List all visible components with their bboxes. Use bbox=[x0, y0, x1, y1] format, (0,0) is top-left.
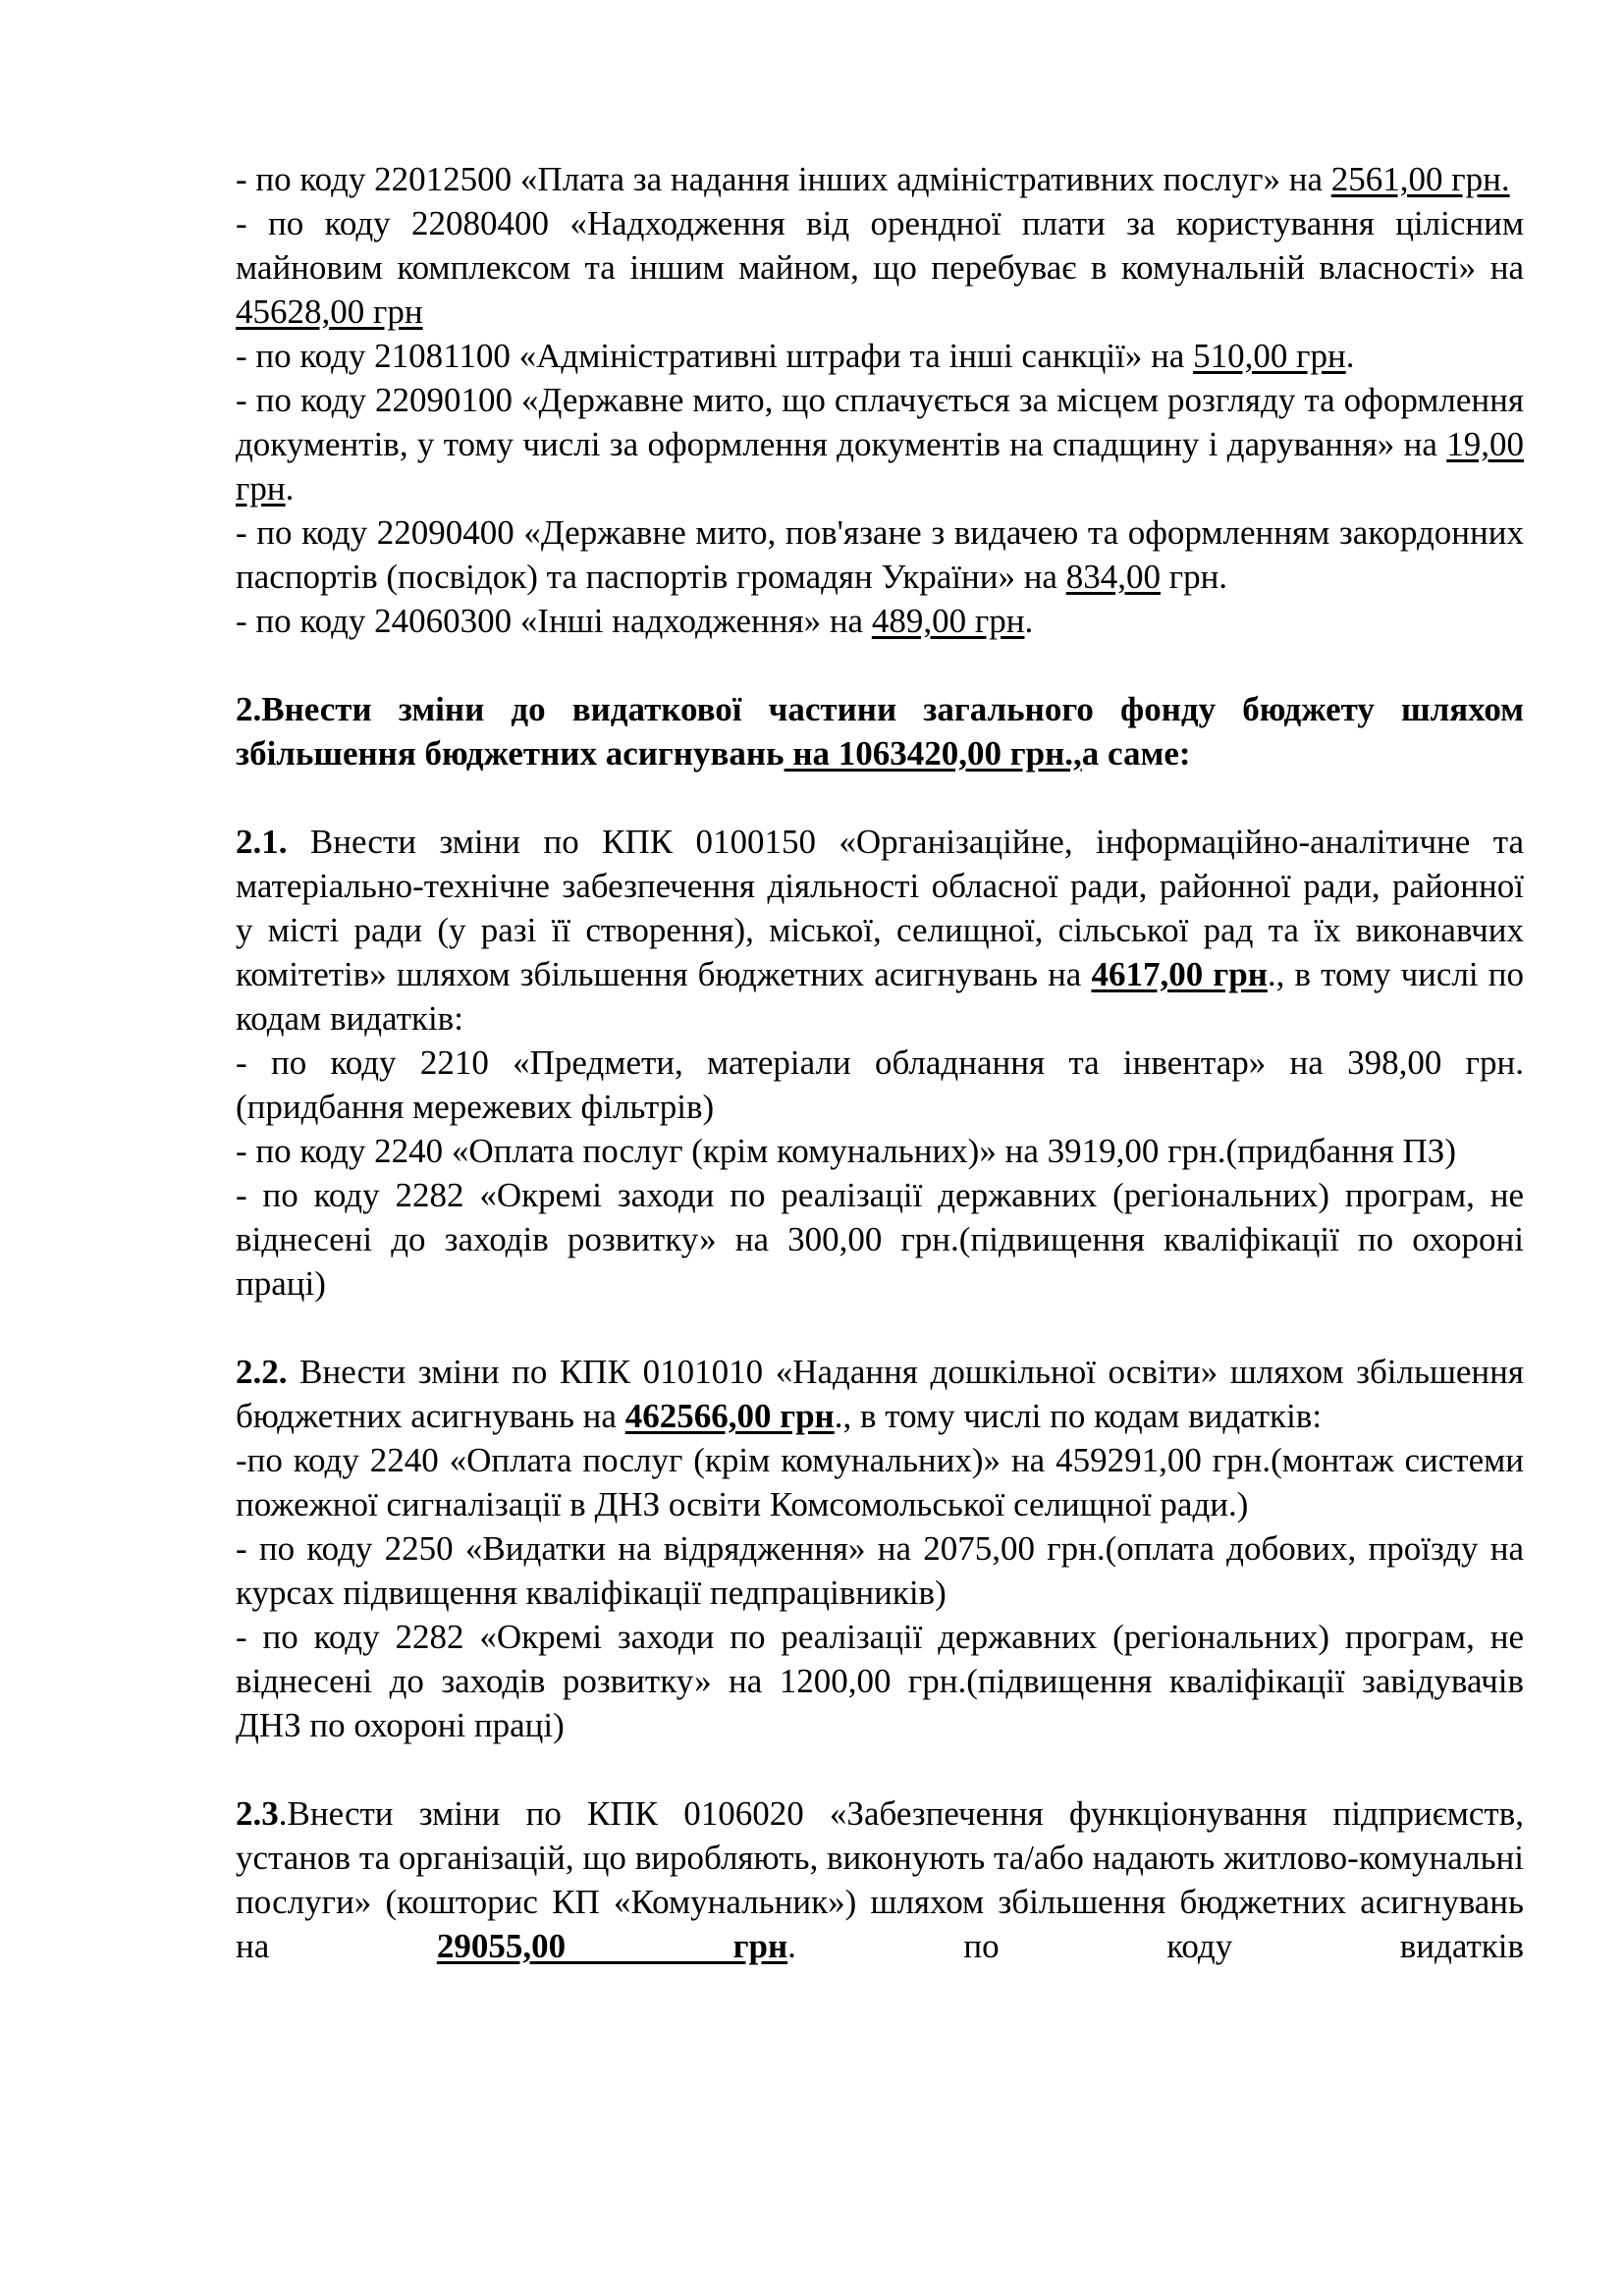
amount: 19,00 грн bbox=[236, 425, 1524, 507]
spacer bbox=[236, 643, 1524, 687]
amount: 510,00 грн bbox=[1193, 337, 1346, 375]
expense-item: -по коду 2240 «Оплата послуг (крім комунальних)» на 459291,00 грн.(монтаж системи пожежної сигналізації в ДНЗ освіти Комсомольської селищної ради.) bbox=[236, 1441, 1524, 1523]
section-amount: 29055,00 грн bbox=[436, 1927, 788, 1965]
section-number: 2.1. bbox=[236, 823, 288, 861]
section-number: 2.2. bbox=[236, 1353, 288, 1391]
section-2-1: 2.1. Внести зміни по КПК 0100150 «Організаційне, інформаційно-аналітичне та матеріально-технічне забезпечення діяльності обласної ради, районної ради, районної у місті ради (у разі її створення), міської, селищної, сільської рад та їх виконавчих комітетів» шляхом збільшення бюджетних асигнувань на 4617,00 грн., в тому числі по кодам видатків: bbox=[236, 823, 1524, 1038]
heading-amount: на 1063420,00 грн., bbox=[784, 734, 1082, 773]
amount: 834,00 bbox=[1065, 558, 1161, 596]
revenue-item-22090100: - по коду 22090100 «Державне мито, що сплачується за місцем розгляду та оформлення документів, у тому числі за оформлення документів на спадщину і дарування» на 19,00 грн. bbox=[236, 381, 1524, 507]
amount: 489,00 грн bbox=[871, 602, 1025, 640]
spacer bbox=[236, 1747, 1524, 1791]
section-amount: 462566,00 грн bbox=[624, 1397, 835, 1435]
spacer bbox=[236, 1306, 1524, 1350]
expense-item: - по коду 2250 «Видатки на відрядження» на 2075,00 грн.(оплата добових, проїзду на курсах підвищення кваліфікації педпрацівників) bbox=[236, 1529, 1524, 1612]
section-2-3: 2.3.Внести зміни по КПК 0106020 «Забезпечення функціонування підприємств, установ та організацій, що виробляють, виконують та/або надають житлово-комунальні послуги» (кошторис КП «Комунальник») шляхом збільшення бюджетних асигнувань на 29055,00 грн. по коду видатків bbox=[236, 1794, 1525, 1965]
expense-item: - по коду 2240 «Оплата послуг (крім комунальних)» на 3919,00 грн.(придбання ПЗ) bbox=[236, 1132, 1456, 1170]
revenue-item-22090400: - по коду 22090400 «Державне мито, пов'язане з видачею та оформленням закордонних паспортів (посвідок) та паспортів громадян України» на 834,00 грн. bbox=[236, 513, 1524, 596]
amount: 45628,00 грн bbox=[236, 293, 423, 331]
document-page bbox=[236, 157, 1524, 1968]
section-amount: 4617,00 грн bbox=[1091, 955, 1268, 993]
revenue-item-22012500: - по коду 22012500 «Плата за надання інших адміністративних послуг» на 2561,00 грн. bbox=[236, 160, 1510, 198]
revenue-item-24060300: - по коду 24060300 «Інші надходження» на 489,00 грн. bbox=[236, 602, 1034, 640]
spacer bbox=[236, 775, 1524, 820]
section-2-heading: 2.Внести зміни до видаткової частини загального фонду бюджету шляхом збільшення бюджетних асигнувань на 1063420,00 грн.,а саме: bbox=[236, 690, 1524, 773]
section-number: 2.3 bbox=[236, 1794, 279, 1833]
expense-item: - по коду 2210 «Предмети, матеріали обладнання та інвентар» на 398,00 грн.(придбання мережевих фільтрів) bbox=[236, 1043, 1524, 1126]
section-2-2: 2.2. Внести зміни по КПК 0101010 «Надання дошкільної освіти» шляхом збільшення бюджетних асигнувань на 462566,00 грн., в тому числі по кодам видатків: bbox=[236, 1353, 1524, 1435]
expense-item: - по коду 2282 «Окремі заходи по реалізації державних (регіональних) програм, не віднесені до заходів розвитку» на 1200,00 грн.(підвищення кваліфікації завідувачів ДНЗ по охороні праці) bbox=[236, 1618, 1524, 1744]
amount: 2561,00 грн. bbox=[1330, 160, 1510, 198]
expense-item: - по коду 2282 «Окремі заходи по реалізації державних (регіональних) програм, не віднесені до заходів розвитку» на 300,00 грн.(підвищення кваліфікації по охороні праці) bbox=[236, 1176, 1524, 1303]
revenue-item-21081100: - по коду 21081100 «Адміністративні штрафи та інші санкції» на 510,00 грн. bbox=[236, 337, 1355, 375]
revenue-item-22080400: - по коду 22080400 «Надходження від орендної плати за користування цілісним майновим комплексом та іншим майном, що перебуває в комунальній власності» на 45628,00 грн bbox=[236, 204, 1524, 331]
